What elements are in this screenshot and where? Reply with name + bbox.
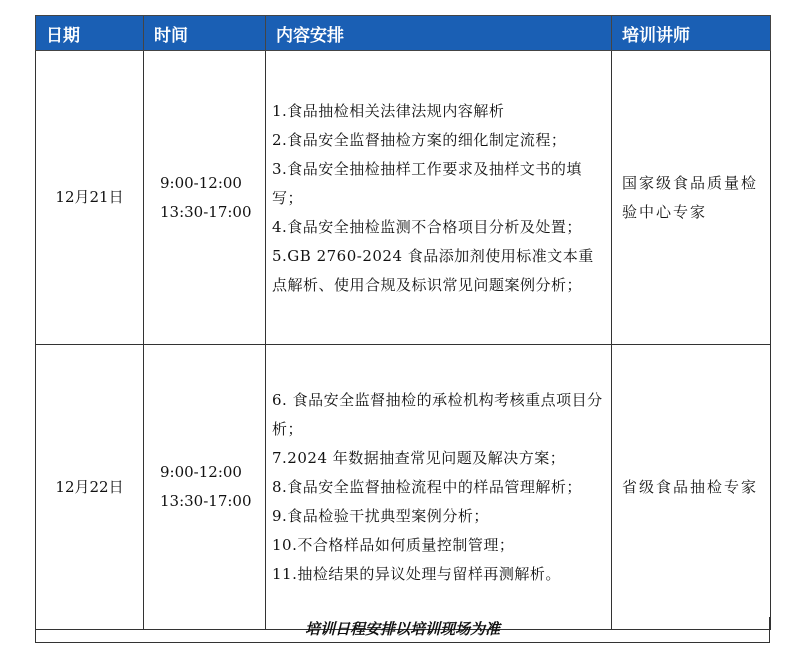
row-time [144,51,266,345]
row-date: 12月21日 [36,51,144,345]
time-slot: 9:00-12:00 [160,173,242,192]
header-trainer: 培训讲师 [612,16,771,51]
time-slot: 13:30-17:00 [160,492,252,510]
table-row [36,345,771,630]
time-slot: 13:30-17:00 [160,202,252,221]
content-item: 5.GB 2760-2024 食品添加剂使用标准文本重点解析、使用合规及标识常见问题案例分析； [272,246,594,294]
row-time [144,345,266,630]
content-item: 9.食品检验干扰典型案例分析； [272,507,489,525]
content-item: 11.抽检结果的异议处理与留样再测解析。 [272,565,561,583]
content-item: 8.食品安全监督抽检流程中的样品管理解析； [272,478,582,496]
header-time: 时间 [144,16,266,51]
row-trainer: 国家级食品质量检验中心专家 [612,51,771,345]
content-item: 6. 食品安全监督抽检的承检机构考核重点项目分析； [272,391,603,438]
row-content [266,345,612,630]
row-content [266,51,612,345]
training-schedule-table [35,15,771,630]
row-trainer: 省级食品抽检专家 [612,345,771,630]
time-slot: 9:00-12:00 [160,463,242,481]
header-date: 日期 [36,16,144,51]
row-date: 12月22日 [36,345,144,630]
content-item: 2.食品安全监督抽检方案的细化制定流程； [272,130,567,149]
content-item: 10.不合格样品如何质量控制管理； [272,536,515,554]
schedule-footnote: 培训日程安排以培训现场为准 [35,617,770,643]
table-header-row [36,16,771,51]
content-item: 4.食品安全抽检监测不合格项目分析及处置； [272,217,582,236]
header-content: 内容安排 [266,16,612,51]
content-item: 3.食品安全抽检抽样工作要求及抽样文书的填写； [272,159,582,207]
content-item: 1.食品抽检相关法律法规内容解析 [272,101,505,120]
content-item: 7.2024 年数据抽查常见问题及解决方案； [272,449,566,467]
table-row [36,51,771,345]
